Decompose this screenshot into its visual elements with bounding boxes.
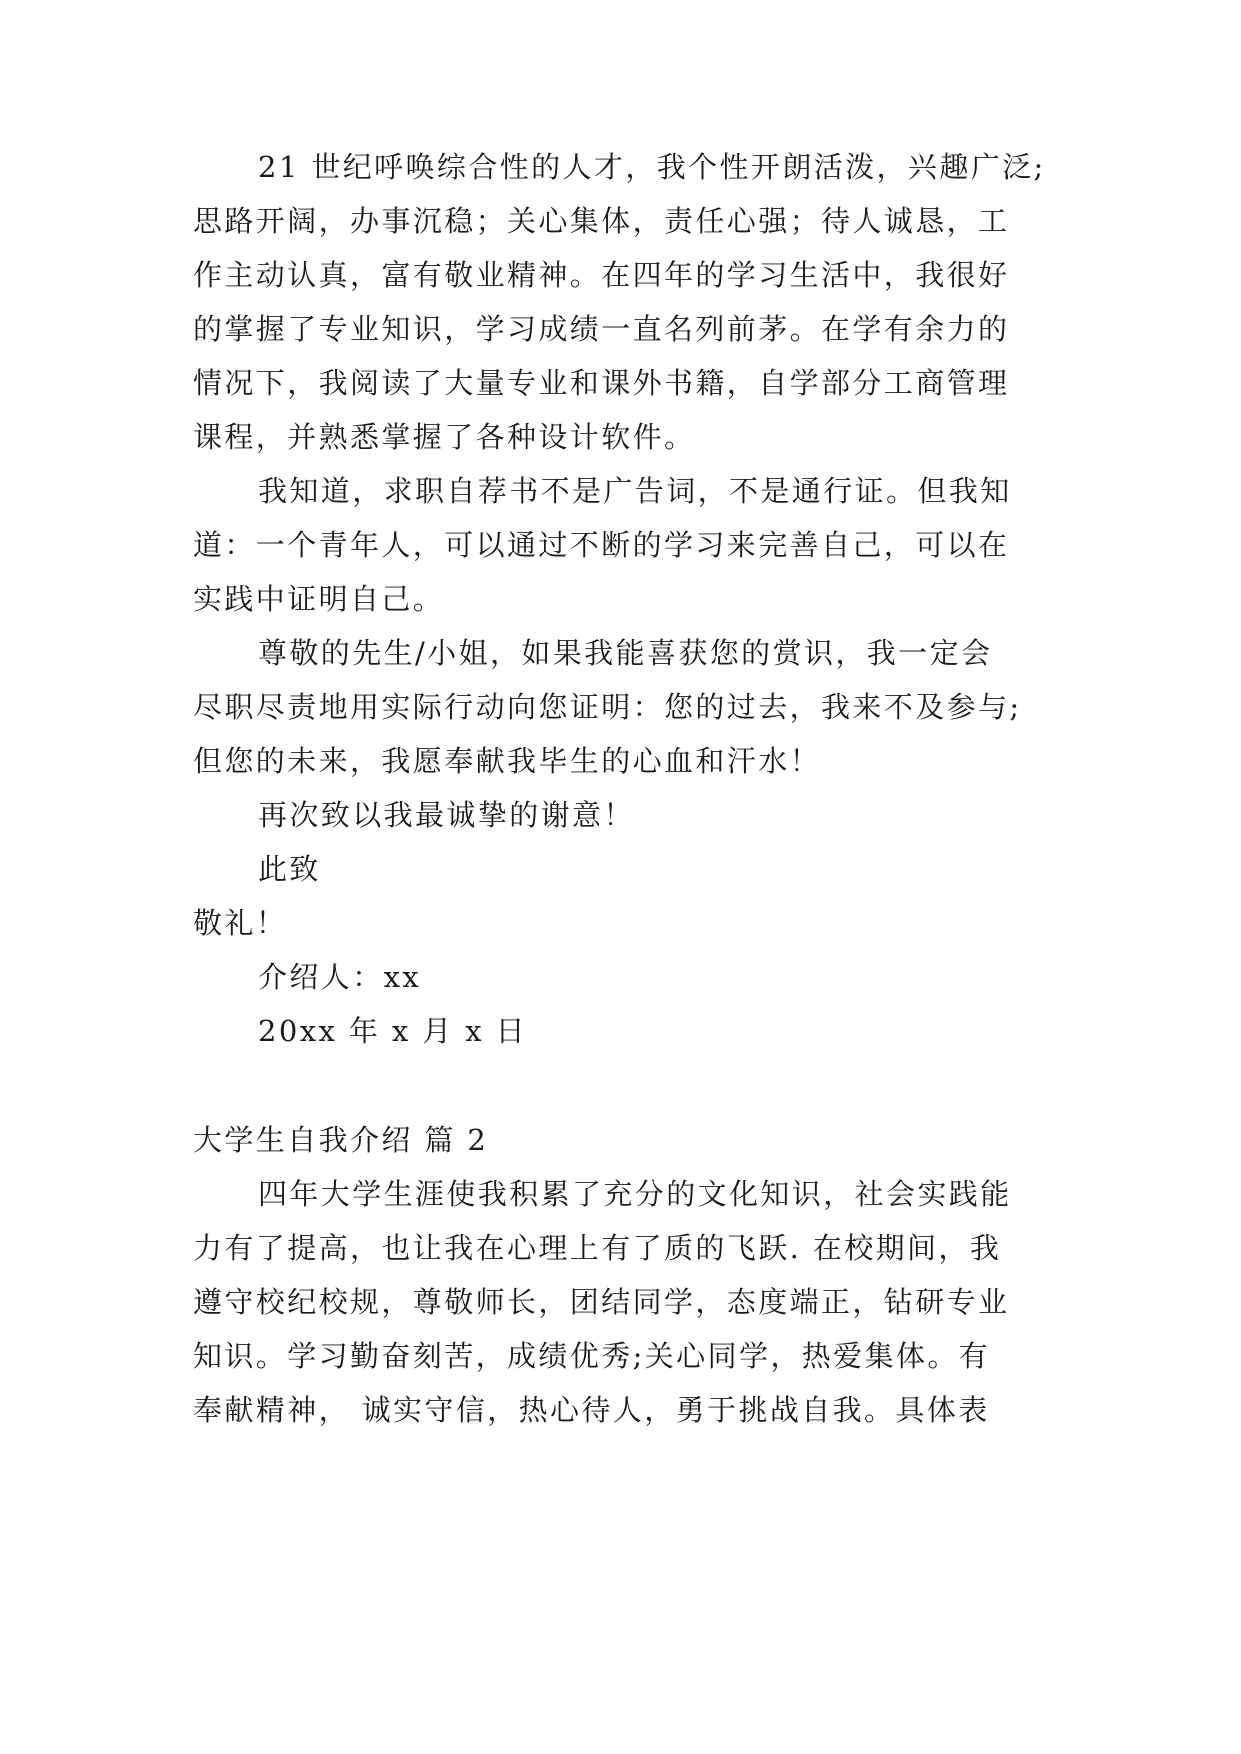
paragraph-line: 的掌握了专业知识，学习成绩一直名列前茅。在学有余力的 xyxy=(193,312,1010,346)
paragraph-line: 道：一个青年人，可以通过不断的学习来完善自己，可以在 xyxy=(193,528,1010,562)
paragraph-line: 奉献精神， 诚实守信，热心待人，勇于挑战自我。具体表 xyxy=(193,1393,990,1427)
paragraph-line: 遵守校纪校规，尊敬师长，团结同学，态度端正，钻研专业 xyxy=(193,1285,1010,1319)
paragraph-line: 知识。学习勤奋刻苦，成绩优秀;关心同学，热爱集体。有 xyxy=(193,1339,991,1373)
paragraph-line: 21 世纪呼唤综合性的人才，我个性开朗活泼，兴趣广泛; xyxy=(258,150,1046,184)
paragraph-line: 思路开阔，办事沉稳；关心集体，责任心强；待人诚恳，工 xyxy=(193,204,1010,238)
paragraph-line: 情况下，我阅读了大量专业和课外书籍，自学部分工商管理 xyxy=(193,366,1010,400)
paragraph-line: 尊敬的先生/小姐，如果我能喜获您的赏识，我一定会 xyxy=(258,636,993,670)
thanks-line: 再次致以我最诚挚的谢意！ xyxy=(258,798,635,832)
paragraph-line: 但您的未来，我愿奉献我毕生的心血和汗水！ xyxy=(193,744,822,778)
paragraph-line: 课程，并熟悉掌握了各种设计软件。 xyxy=(193,420,696,454)
paragraph-line: 作主动认真，富有敬业精神。在四年的学习生活中，我很好 xyxy=(193,258,1010,292)
paragraph-line: 力有了提高，也让我在心理上有了质的飞跃. 在校期间，我 xyxy=(193,1231,1002,1265)
closing-line: 此致 xyxy=(258,852,321,886)
signer-line: 介绍人：xx xyxy=(258,960,422,994)
paragraph-line: 四年大学生涯使我积累了充分的文化知识，社会实践能 xyxy=(258,1177,1012,1211)
paragraph-line: 尽职尽责地用实际行动向您证明：您的过去，我来不及参与; xyxy=(193,690,1022,724)
paragraph-line: 我知道，求职自荐书不是广告词，不是通行证。但我知 xyxy=(258,474,1012,508)
date-line: 20xx 年 x 月 x 日 xyxy=(258,1014,528,1048)
paragraph-line: 实践中证明自己。 xyxy=(193,582,445,616)
section-heading: 大学生自我介绍 篇 2 xyxy=(193,1123,489,1157)
salute-line: 敬礼！ xyxy=(193,906,288,940)
